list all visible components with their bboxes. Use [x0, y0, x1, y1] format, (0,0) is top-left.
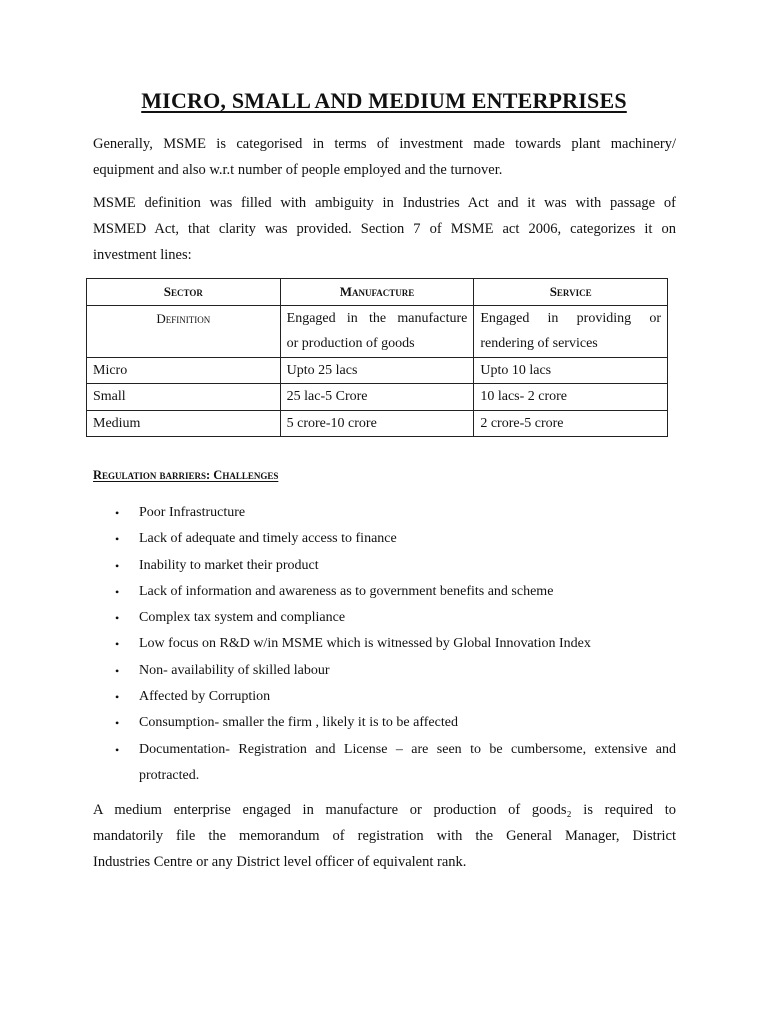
cell-service: 2 crore-5 crore	[474, 410, 668, 437]
list-item	[93, 737, 676, 790]
bullet-icon: •	[115, 611, 120, 626]
cell-definition-manufacture	[280, 305, 474, 357]
closing-paragraph	[93, 797, 676, 875]
cell-definition-service	[474, 305, 668, 357]
cell-manufacture: Upto 25 lacs	[280, 357, 474, 384]
list-item	[93, 631, 676, 657]
page-title: MICRO, SMALL AND MEDIUM ENTERPRISES	[141, 88, 627, 113]
bullet-icon: •	[115, 663, 120, 678]
definition-line-3: investment lines:	[93, 247, 192, 263]
list-item	[93, 605, 676, 631]
bullet-icon: •	[115, 532, 120, 547]
definition-service-line-1: Engaged in providing or	[480, 310, 661, 326]
bullet-icon: •	[115, 558, 120, 573]
table-row	[87, 410, 668, 437]
table-row	[87, 384, 668, 411]
list-item-text: Consumption- smaller the firm , likely it is to be affected	[139, 715, 458, 731]
closing-line-2: mandatorily file the memorandum of registration with the General Manager, District	[93, 828, 676, 844]
header-sector: Sector	[87, 279, 281, 306]
definition-line-2: MSMED Act, that clarity was provided. Section 7 of MSME act 2006, categorizes it on	[93, 221, 676, 237]
definition-paragraph	[93, 190, 676, 268]
definition-service-line-2: rendering of services	[480, 336, 598, 351]
list-item-text: Lack of adequate and timely access to finance	[139, 531, 397, 547]
list-item-text: Low focus on R&D w/in MSME which is witnessed by Global Innovation Index	[139, 636, 591, 652]
cell-manufacture: 25 lac-5 Crore	[280, 384, 474, 411]
intro-paragraph	[93, 131, 676, 183]
cell-sector: Medium	[87, 410, 281, 437]
bullet-icon: •	[115, 584, 120, 599]
list-item	[93, 658, 676, 684]
list-item	[93, 500, 676, 526]
list-item-text: Poor Infrastructure	[139, 505, 246, 520]
table-row	[87, 357, 668, 384]
header-service: Service	[474, 279, 668, 306]
closing-line-1: A medium enterprise engaged in manufacture or production of goods₂ is required to	[93, 802, 676, 818]
list-item-text: Lack of information and awareness as to government benefits and scheme	[139, 583, 554, 599]
table-row-definition	[87, 305, 668, 357]
cell-sector: Small	[87, 384, 281, 411]
cell-manufacture: 5 crore-10 crore	[280, 410, 474, 437]
challenges-list	[93, 500, 676, 789]
list-item-text: Affected by Corruption	[139, 689, 271, 705]
bullet-icon: •	[115, 716, 120, 731]
list-item	[93, 684, 676, 710]
bullet-icon: •	[115, 637, 120, 652]
list-item-text: Complex tax system and compliance	[139, 610, 346, 626]
header-manufacture: Manufacture	[280, 279, 474, 306]
intro-line-2: equipment and also w.r.t number of people employed and the turnover.	[93, 162, 503, 178]
cell-sector: Micro	[87, 357, 281, 384]
msme-classification-table	[86, 278, 668, 437]
bullet-icon: •	[115, 506, 120, 520]
list-item-text: Non- availability of skilled labour	[139, 662, 330, 678]
definition-manufacture-line-1: Engaged in the manufacture	[286, 310, 468, 326]
cell-service: 10 lacs- 2 crore	[474, 384, 668, 411]
list-item	[93, 553, 676, 579]
cell-service: Upto 10 lacs	[474, 357, 668, 384]
list-item	[93, 526, 676, 552]
list-item-text-line-2: protracted.	[139, 767, 200, 783]
definition-manufacture-line-2: or production of goods	[286, 336, 415, 351]
closing-line-3: Industries Centre or any District level officer of equivalent rank.	[93, 854, 467, 870]
intro-line-1: Generally, MSME is categorised in terms of investment made towards plant machinery/	[93, 136, 676, 152]
list-item-text: Inability to market their product	[139, 557, 319, 573]
list-item	[93, 579, 676, 605]
cell-definition-label: Definition	[87, 305, 281, 357]
challenges-heading: Regulation barriers: Challenges	[93, 468, 279, 482]
definition-line-1: MSME definition was filled with ambiguity in Industries Act and it was with passage of	[93, 195, 676, 211]
table-header-row	[87, 279, 668, 306]
list-item-text-line-1: Documentation- Registration and License – are seen to be cumbersome, extensive and	[139, 741, 676, 757]
bullet-icon: •	[115, 690, 120, 705]
list-item	[93, 710, 676, 736]
bullet-icon: •	[115, 742, 120, 757]
